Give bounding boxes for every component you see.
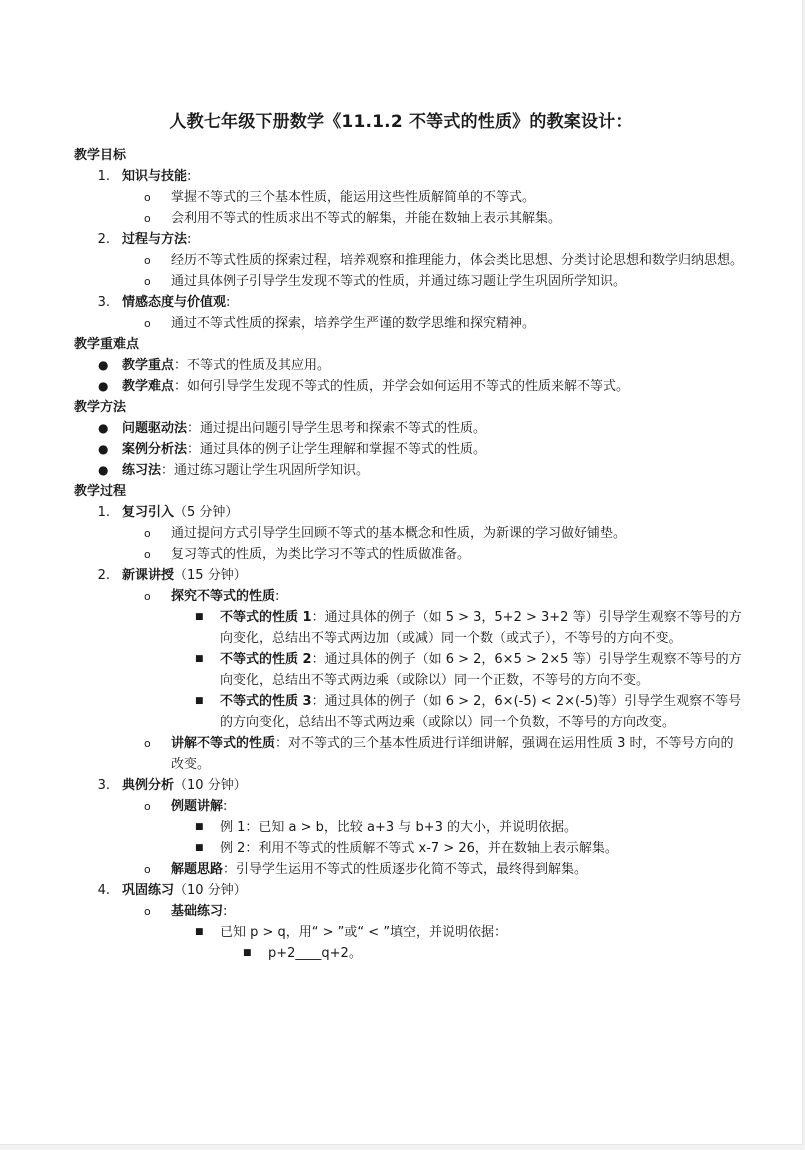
process-step-2 (74, 565, 744, 586)
step-time: （15 分钟） (174, 568, 247, 583)
property-desc: ：通过具体的例子（如 6 > 2，6×(-5) < 2×(-5)等）引导学生观察不等号的方向变化，总结出不等式两边乘（或除以）同一个负数，不等号的方向改变。 (220, 694, 742, 730)
circle-bullet-icon: o (144, 905, 151, 918)
list-item (74, 208, 744, 229)
item-text: ：通过具体的例子让学生理解和掌握不等式的性质。 (187, 442, 487, 457)
step-label: 典例分析 (122, 778, 175, 793)
property-desc: ：通过具体的例子（如 6 > 2，6×5 > 2×5 等）引导学生观察不等号的方向变化，总结出不等式两边乘（或除以）同一个正数，不等号的方向不变。 (220, 652, 742, 688)
square-bullet-icon: ■ (195, 654, 204, 664)
property-desc: ：通过具体的例子（如 5 > 3，5+2 > 3+2 等）引导学生观察不等号的方向变化，总结出不等式两边加（或减）同一个数（或式子），不等号的方向不变。 (220, 610, 742, 646)
square-bullet-icon: ■ (195, 696, 204, 706)
circle-bullet-icon: o (144, 317, 151, 330)
property-text (220, 691, 744, 733)
list-item (74, 943, 744, 964)
property-label: 不等式的性质 1 (220, 610, 312, 625)
list-item-text: 经历不等式性质的探索过程，培养观察和推理能力，体会类比思想、分类讨论思想和数学归纳思想。 (171, 253, 744, 268)
circle-bullet-icon: o (144, 275, 151, 288)
list-item-text: 通过具体例子引导学生发现不等式的性质，并通过练习题让学生巩固所学知识。 (171, 274, 627, 289)
circle-bullet-icon: o (144, 548, 151, 561)
item-label: 例题讲解 (171, 799, 224, 814)
list-number: 1. (97, 505, 110, 520)
square-bullet-icon: ■ (195, 843, 204, 853)
bullet-dot-icon: ● (98, 421, 109, 435)
step-label: 新课讲授 (122, 568, 175, 583)
circle-bullet-icon: o (144, 527, 151, 540)
list-item-text: 通过提问方式引导学生回顾不等式的基本概念和性质，为新课的学习做好铺垫。 (171, 526, 627, 541)
list-item (74, 796, 744, 817)
step-time: （10 分钟） (174, 883, 247, 898)
list-number: 2. (97, 568, 110, 583)
goal-label: 情感态度与价值观 (122, 295, 227, 310)
list-item (74, 649, 744, 691)
property-text (220, 649, 744, 691)
list-item (74, 418, 744, 439)
item-label: 解题思路 (171, 862, 224, 877)
step-time: （5 分钟） (174, 505, 239, 520)
section-heading-process: 教学过程 (74, 484, 127, 499)
list-number: 4. (97, 883, 110, 898)
list-item-text: 通过不等式性质的探索，培养学生严谨的数学思维和探究精神。 (171, 316, 536, 331)
list-item (74, 355, 744, 376)
circle-bullet-icon: o (144, 254, 151, 267)
circle-bullet-icon: o (144, 191, 151, 204)
item-label: 问题驱动法 (122, 421, 188, 436)
item-text: ：通过提出问题引导学生思考和探索不等式的性质。 (187, 421, 487, 436)
list-item (74, 460, 744, 481)
list-item (74, 523, 744, 544)
item-text: ：通过练习题让学生巩固所学知识。 (161, 463, 370, 478)
list-item (74, 439, 744, 460)
bullet-dot-icon: ● (98, 442, 109, 456)
list-number: 3. (97, 778, 110, 793)
item-label: 教学重点 (122, 358, 175, 373)
circle-bullet-icon: o (144, 800, 151, 813)
list-number: 2. (97, 232, 110, 247)
list-item-text: 复习等式的性质，为类比学习不等式的性质做准备。 (171, 547, 471, 562)
list-item (74, 733, 744, 775)
list-item (74, 922, 744, 943)
property-label: 不等式的性质 3 (220, 694, 312, 709)
section-heading-keypoints: 教学重难点 (74, 337, 140, 352)
item-label: 练习法 (122, 463, 162, 478)
list-item (74, 544, 744, 565)
item-label: 讲解不等式的性质 (171, 736, 276, 751)
goal-item-2 (74, 229, 744, 250)
step-label: 复习引入 (122, 505, 175, 520)
list-item (74, 313, 744, 334)
goal-item-3 (74, 292, 744, 313)
list-item (74, 838, 744, 859)
list-item (74, 691, 744, 733)
section-heading-methods: 教学方法 (74, 400, 127, 415)
document-body (74, 145, 744, 964)
goal-label: 知识与技能 (122, 169, 188, 184)
explain-text (171, 733, 744, 775)
example-text: 例 1：已知 a > b，比较 a+3 与 b+3 的大小，并说明依据。 (220, 820, 577, 835)
goal-suffix: : (226, 295, 231, 310)
goal-suffix: : (187, 169, 192, 184)
list-item (74, 817, 744, 838)
square-bullet-icon: ■ (243, 948, 252, 958)
list-item (74, 607, 744, 649)
list-item (74, 376, 744, 397)
circle-bullet-icon: o (144, 737, 151, 750)
process-step-4 (74, 880, 744, 901)
item-text: ：引导学生运用不等式的性质逐步化简不等式，最终得到解集。 (223, 862, 588, 877)
square-bullet-icon: ■ (195, 822, 204, 832)
list-number: 3. (97, 295, 110, 310)
bullet-dot-icon: ● (98, 379, 109, 393)
list-item (74, 859, 744, 880)
circle-bullet-icon: o (144, 863, 151, 876)
list-item (74, 586, 744, 607)
property-label: 不等式的性质 2 (220, 652, 312, 667)
list-item-text: 掌握不等式的三个基本性质，能运用这些性质解简单的不等式。 (171, 190, 536, 205)
bullet-dot-icon: ● (98, 358, 109, 372)
step-label: 巩固练习 (122, 883, 175, 898)
item-text: ：如何引导学生发现不等式的性质，并学会如何运用不等式的性质来解不等式。 (174, 379, 630, 394)
item-label: 案例分析法 (122, 442, 188, 457)
item-text: ：不等式的性质及其应用。 (174, 358, 331, 373)
example-text: 例 2：利用不等式的性质解不等式 x-7 > 26，并在数轴上表示解集。 (220, 841, 618, 856)
item-text: ：对不等式的三个基本性质进行详细讲解，强调在运用性质 3 时，不等号方向的改变。 (171, 736, 734, 772)
list-item (74, 187, 744, 208)
square-bullet-icon: ■ (195, 927, 204, 937)
step-time: （10 分钟） (174, 778, 247, 793)
bullet-dot-icon: ● (98, 463, 109, 477)
list-item (74, 271, 744, 292)
goal-label: 过程与方法 (122, 232, 188, 247)
item-suffix: : (275, 589, 280, 604)
circle-bullet-icon: o (144, 212, 151, 225)
item-label: 探究不等式的性质 (171, 589, 276, 604)
exercise-text: 已知 p > q，用“ > ”或“ < ”填空，并说明依据： (220, 925, 508, 940)
list-number: 1. (97, 169, 110, 184)
item-label: 教学难点 (122, 379, 175, 394)
list-item (74, 901, 744, 922)
property-text (220, 607, 744, 649)
process-step-3 (74, 775, 744, 796)
square-bullet-icon: ■ (195, 612, 204, 622)
circle-bullet-icon: o (144, 590, 151, 603)
section-heading-goals: 教学目标 (74, 148, 127, 163)
document-title: 人教七年级下册数学《11.1.2 不等式的性质》的教案设计： (169, 112, 633, 132)
goal-item-1 (74, 166, 744, 187)
item-suffix: : (223, 904, 228, 919)
list-item-text: 会利用不等式的性质求出不等式的解集，并能在数轴上表示其解集。 (171, 211, 562, 226)
goal-suffix: : (187, 232, 192, 247)
exercise-blank: p+2____q+2。 (268, 946, 362, 961)
process-step-1 (74, 502, 744, 523)
item-suffix: : (223, 799, 228, 814)
list-item (74, 250, 744, 271)
item-label: 基础练习 (171, 904, 224, 919)
